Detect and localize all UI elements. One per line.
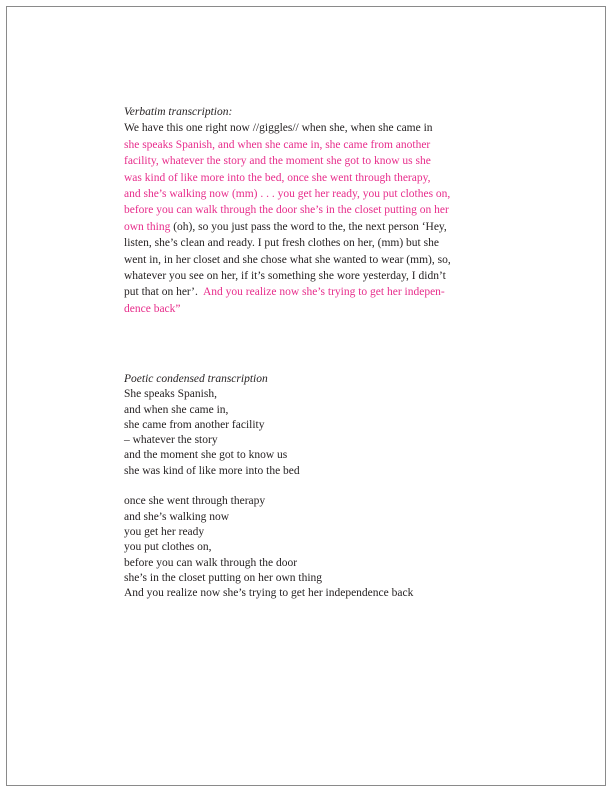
verbatim-line [124,137,451,153]
poetic-line: and she’s walking now [124,510,230,523]
highlighted-text-segment: she speaks Spanish, and when she came in, she came from another [124,138,431,151]
highlighted-text-segment: was kind of like more into the bed, once she went through therapy, [124,171,431,184]
poetic-line: she came from another facility [124,418,265,431]
poetic-line: and when she came in, [124,403,229,416]
verbatim-line [124,153,451,169]
poetic-line: And you realize now she’s trying to get her independence back [124,587,414,600]
poetic-heading: Poetic condensed transcription [124,373,268,385]
poetic-line: she was kind of like more into the bed [124,464,300,477]
verbatim-line [124,186,451,202]
verbatim-line [124,301,451,317]
plain-text-segment: We have this one right now //giggles// when she, when she came in [124,122,433,135]
plain-text-segment: put that on her’. [124,286,203,299]
verbatim-line [124,219,451,235]
poetic-section [124,372,413,601]
verbatim-line [124,202,451,218]
verbatim-line [124,120,451,136]
poetic-line: once she went through therapy [124,495,266,508]
verbatim-section [124,104,451,317]
poetic-stanza-2 [124,494,413,601]
poetic-line: you put clothes on, [124,541,212,554]
verbatim-line [124,235,451,251]
highlighted-text-segment: own thing [124,220,174,233]
poetic-line: She speaks Spanish, [124,388,217,401]
highlighted-text-segment: And you realize now she’s trying to get her indepen- [203,286,445,299]
verbatim-heading: Verbatim transcription: [124,106,233,118]
highlighted-text-segment: dence back” [124,302,181,315]
plain-text-segment: listen, she’s clean and ready. I put fresh clothes on her, (mm) but she [124,237,439,250]
poetic-line: you get her ready [124,525,205,538]
highlighted-text-segment: and she’s walking now (mm) . . . you get her ready, you put clothes on, [124,188,451,201]
verbatim-line [124,170,451,186]
highlighted-text-segment: facility, whatever the story and the moment she got to know us she [124,155,431,168]
highlighted-text-segment: before you can walk through the door she’s in the closet putting on her [124,204,449,217]
plain-text-segment: whatever you see on her, if it’s something she wore yesterday, I didn’t [124,270,446,283]
poetic-line: and the moment she got to know us [124,449,288,462]
plain-text-segment: went in, in her closet and she chose what she wanted to wear (mm), so, [124,253,451,266]
verbatim-line [124,268,451,284]
poetic-stanzas [124,387,413,601]
plain-text-segment: (oh), so you just pass the word to the, the next person ‘Hey, [173,220,447,233]
verbatim-line [124,252,451,268]
verbatim-line [124,284,451,300]
poetic-line: before you can walk through the door [124,556,298,569]
poetic-stanza-1 [124,387,413,479]
poetic-line: – whatever the story [124,434,218,447]
poetic-line: she’s in the closet putting on her own thing [124,571,323,584]
verbatim-paragraph [124,120,451,317]
